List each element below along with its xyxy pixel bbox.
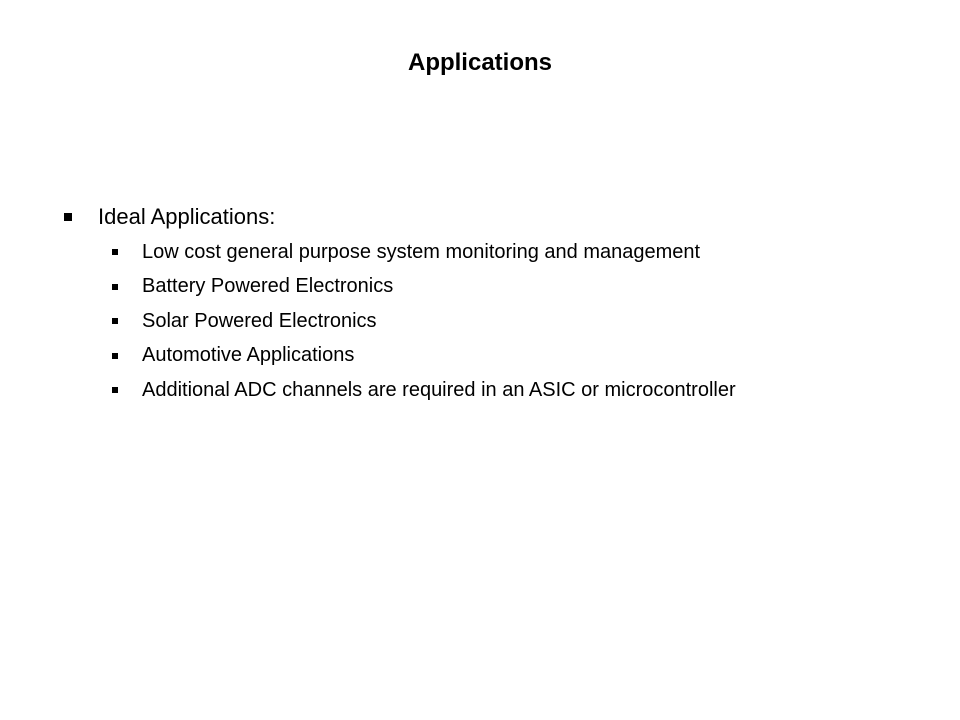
square-bullet-icon [112, 249, 118, 255]
square-bullet-icon [112, 284, 118, 290]
slide-title: Applications [407, 49, 552, 76]
list-item [112, 304, 924, 339]
sub-bullet-text: Additional ADC channels are required in an ASIC or microcontroller [142, 378, 736, 401]
list-item [112, 235, 924, 270]
square-bullet-icon [112, 387, 118, 393]
list-item [112, 373, 924, 408]
list-item [64, 200, 924, 408]
sub-bullet-text: Battery Powered Electronics [142, 275, 394, 298]
sub-bullet-text: Solar Powered Electronics [142, 309, 377, 332]
bullet-text: Ideal Applications: [98, 204, 276, 229]
square-bullet-icon [112, 318, 118, 324]
bullet-level1 [64, 200, 924, 234]
list-item [112, 339, 924, 374]
square-bullet-icon [64, 213, 72, 221]
bullet-list [64, 200, 924, 408]
square-bullet-icon [112, 353, 118, 359]
sub-bullet-list [64, 235, 924, 408]
sub-bullet-text: Automotive Applications [142, 344, 355, 367]
list-item [112, 270, 924, 305]
sub-bullet-text: Low cost general purpose system monitoring and management [142, 240, 701, 263]
